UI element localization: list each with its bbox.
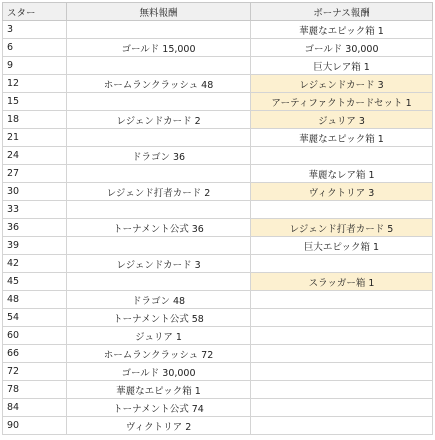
star-count-cell: 42 bbox=[3, 255, 67, 273]
bonus-reward-cell bbox=[251, 345, 433, 363]
free-reward-cell: トーナメント公式 36 bbox=[67, 219, 251, 237]
table-row bbox=[3, 273, 433, 291]
table-row bbox=[3, 201, 433, 219]
table-row bbox=[3, 309, 433, 327]
star-count-cell: 36 bbox=[3, 219, 67, 237]
bonus-reward-cell bbox=[251, 417, 433, 435]
table-row bbox=[3, 183, 433, 201]
star-count-cell: 90 bbox=[3, 417, 67, 435]
bonus-reward-cell bbox=[251, 327, 433, 345]
bonus-reward-cell: レジェンドカード 3 bbox=[251, 75, 433, 93]
table-row bbox=[3, 57, 433, 75]
free-reward-cell: トーナメント公式 74 bbox=[67, 399, 251, 417]
star-count-cell: 24 bbox=[3, 147, 67, 165]
table-row bbox=[3, 417, 433, 435]
bonus-reward-cell: 華麗なエピック箱 1 bbox=[251, 129, 433, 147]
table-row bbox=[3, 219, 433, 237]
table-row bbox=[3, 93, 433, 111]
bonus-reward-cell bbox=[251, 399, 433, 417]
bonus-reward-cell: ゴールド 30,000 bbox=[251, 39, 433, 57]
star-count-cell: 66 bbox=[3, 345, 67, 363]
rewards-table bbox=[2, 2, 433, 435]
free-reward-cell: ジュリア 1 bbox=[67, 327, 251, 345]
bonus-reward-cell: アーティファクトカードセット 1 bbox=[251, 93, 433, 111]
bonus-reward-cell: 華麗なエピック箱 1 bbox=[251, 21, 433, 39]
star-count-cell: 27 bbox=[3, 165, 67, 183]
table-row bbox=[3, 75, 433, 93]
table-row bbox=[3, 381, 433, 399]
free-reward-cell: 華麗なエピック箱 1 bbox=[67, 381, 251, 399]
free-reward-cell: トーナメント公式 58 bbox=[67, 309, 251, 327]
bonus-reward-cell bbox=[251, 201, 433, 219]
table-row bbox=[3, 129, 433, 147]
free-reward-cell: ホームランクラッシュ 72 bbox=[67, 345, 251, 363]
free-reward-cell bbox=[67, 201, 251, 219]
bonus-reward-cell: ジュリア 3 bbox=[251, 111, 433, 129]
rewards-table-container bbox=[2, 2, 433, 435]
free-reward-cell: ドラゴン 36 bbox=[67, 147, 251, 165]
table-row bbox=[3, 255, 433, 273]
free-reward-cell: ヴィクトリア 2 bbox=[67, 417, 251, 435]
table-row bbox=[3, 111, 433, 129]
star-count-cell: 12 bbox=[3, 75, 67, 93]
free-reward-cell: ドラゴン 48 bbox=[67, 291, 251, 309]
bonus-reward-cell: ヴィクトリア 3 bbox=[251, 183, 433, 201]
star-count-cell: 9 bbox=[3, 57, 67, 75]
star-count-cell: 15 bbox=[3, 93, 67, 111]
bonus-reward-cell: 華麗なレア箱 1 bbox=[251, 165, 433, 183]
bonus-reward-cell: 巨大エピック箱 1 bbox=[251, 237, 433, 255]
star-count-cell: 21 bbox=[3, 129, 67, 147]
star-count-cell: 78 bbox=[3, 381, 67, 399]
bonus-reward-cell bbox=[251, 381, 433, 399]
bonus-reward-cell: スラッガー箱 1 bbox=[251, 273, 433, 291]
bonus-reward-cell bbox=[251, 147, 433, 165]
stars-column-header: スター bbox=[3, 3, 67, 21]
table-header bbox=[3, 3, 433, 21]
free-reward-cell bbox=[67, 129, 251, 147]
star-count-cell: 84 bbox=[3, 399, 67, 417]
star-count-cell: 18 bbox=[3, 111, 67, 129]
table-row bbox=[3, 399, 433, 417]
free-reward-column-header: 無料報酬 bbox=[67, 3, 251, 21]
table-row bbox=[3, 39, 433, 57]
free-reward-cell bbox=[67, 237, 251, 255]
free-reward-cell: ゴールド 15,000 bbox=[67, 39, 251, 57]
free-reward-cell bbox=[67, 57, 251, 75]
table-row bbox=[3, 327, 433, 345]
bonus-reward-column-header: ボーナス報酬 bbox=[251, 3, 433, 21]
star-count-cell: 6 bbox=[3, 39, 67, 57]
bonus-reward-cell: レジェンド打者カード 5 bbox=[251, 219, 433, 237]
free-reward-cell bbox=[67, 273, 251, 291]
bonus-reward-cell bbox=[251, 291, 433, 309]
free-reward-cell bbox=[67, 165, 251, 183]
free-reward-cell: レジェンドカード 3 bbox=[67, 255, 251, 273]
star-count-cell: 30 bbox=[3, 183, 67, 201]
free-reward-cell bbox=[67, 21, 251, 39]
free-reward-cell bbox=[67, 93, 251, 111]
star-count-cell: 60 bbox=[3, 327, 67, 345]
table-row bbox=[3, 165, 433, 183]
free-reward-cell: レジェンド打者カード 2 bbox=[67, 183, 251, 201]
free-reward-cell: レジェンドカード 2 bbox=[67, 111, 251, 129]
free-reward-cell: ゴールド 30,000 bbox=[67, 363, 251, 381]
bonus-reward-cell bbox=[251, 309, 433, 327]
free-reward-cell: ホームランクラッシュ 48 bbox=[67, 75, 251, 93]
bonus-reward-cell bbox=[251, 363, 433, 381]
table-row bbox=[3, 363, 433, 381]
star-count-cell: 54 bbox=[3, 309, 67, 327]
star-count-cell: 39 bbox=[3, 237, 67, 255]
table-row bbox=[3, 237, 433, 255]
table-row bbox=[3, 147, 433, 165]
table-row bbox=[3, 21, 433, 39]
table-row bbox=[3, 345, 433, 363]
table-row bbox=[3, 291, 433, 309]
star-count-cell: 48 bbox=[3, 291, 67, 309]
star-count-cell: 3 bbox=[3, 21, 67, 39]
header-row bbox=[3, 3, 433, 21]
star-count-cell: 45 bbox=[3, 273, 67, 291]
table-body bbox=[3, 21, 433, 435]
bonus-reward-cell bbox=[251, 255, 433, 273]
bonus-reward-cell: 巨大レア箱 1 bbox=[251, 57, 433, 75]
star-count-cell: 33 bbox=[3, 201, 67, 219]
star-count-cell: 72 bbox=[3, 363, 67, 381]
